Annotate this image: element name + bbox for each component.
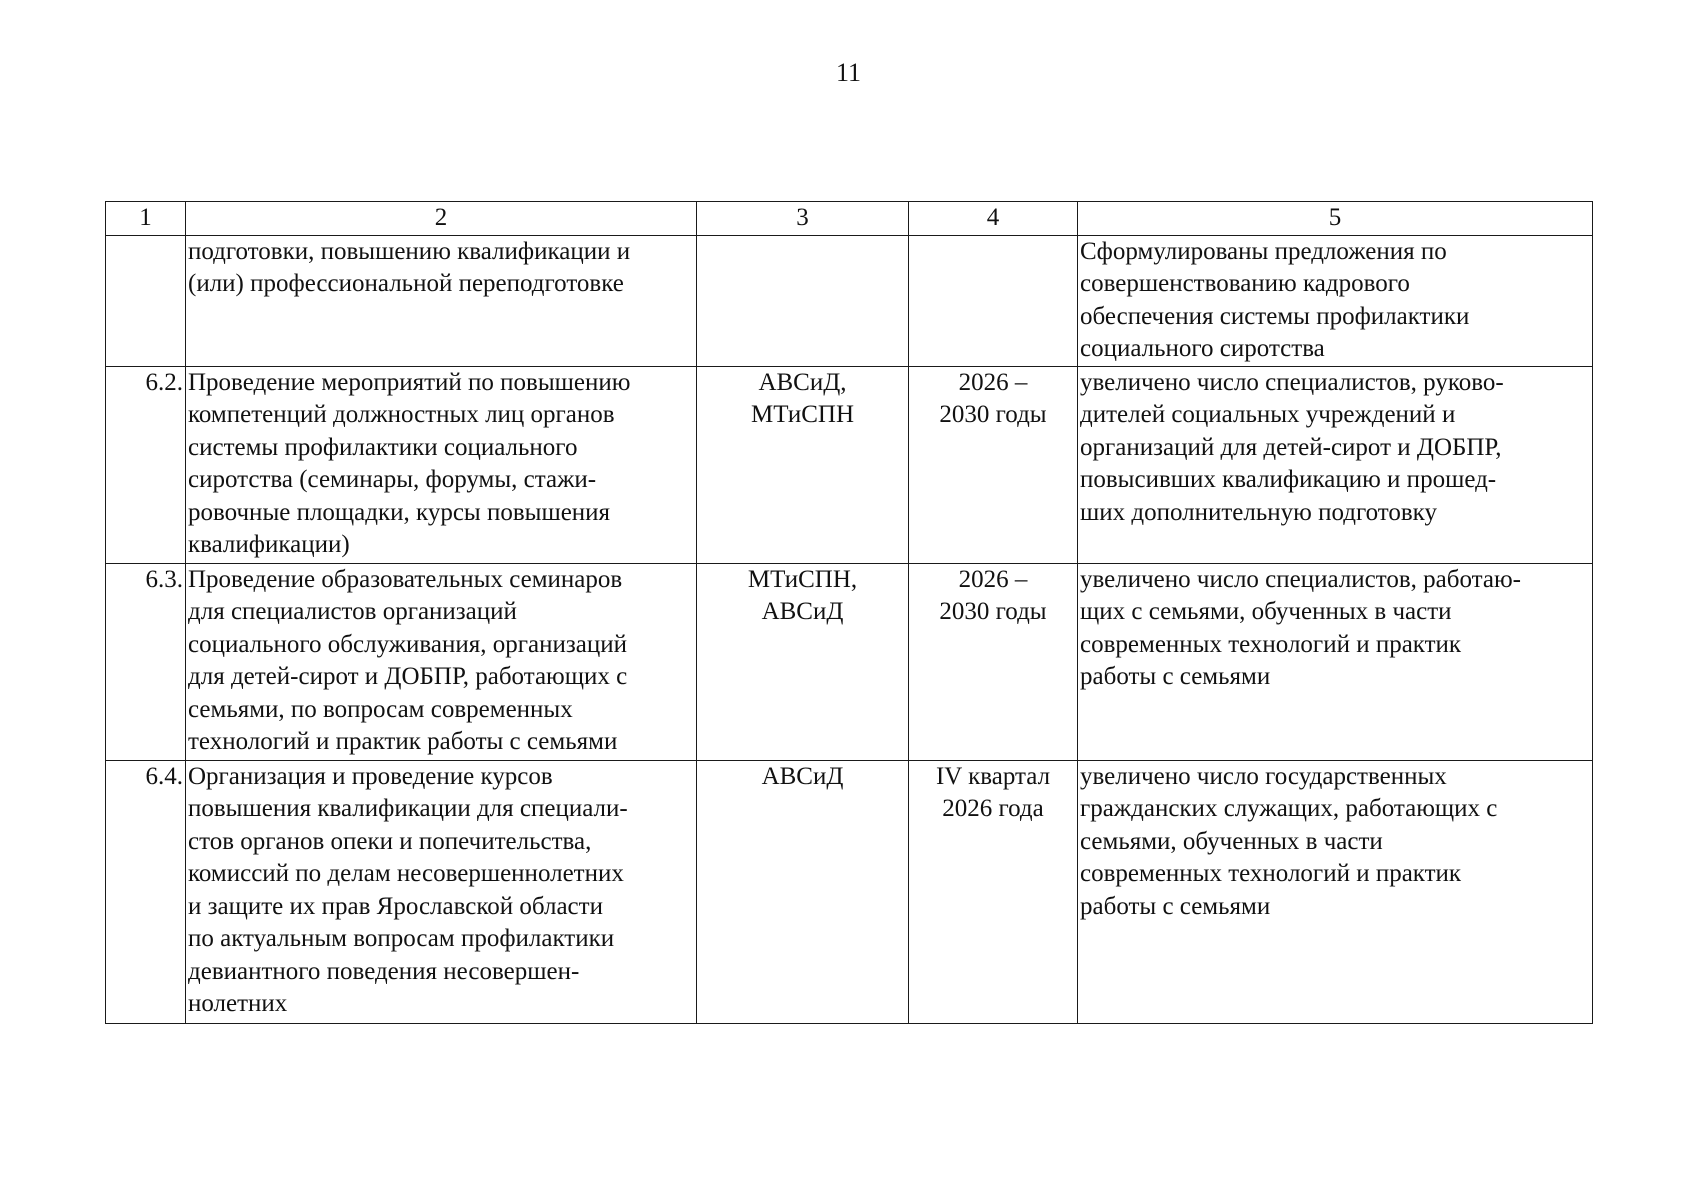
- row-period: [909, 235, 1078, 366]
- row-result: увеличено число специалистов, работаю- щих с семьями, обученных в части современных технологий и практик работы с семьями: [1078, 563, 1593, 760]
- row-event: Проведение мероприятий по повышению компетенций должностных лиц органов системы профилактики социального сиротства (семинары, форумы, стажи- ровочные площадки, курсы повышения квалификации): [186, 366, 697, 563]
- row-number: 6.2.: [106, 366, 186, 563]
- row-period: IV квартал 2026 года: [909, 760, 1078, 1023]
- row-event: Организация и проведение курсов повышения квалификации для специали- стов органов опеки и попечительства, комиссий по делам несовершеннолетних и защите их прав Ярославской области по актуальным вопросам профилактики девиантного поведения несовершен- нолетних: [186, 760, 697, 1023]
- row-period: 2026 – 2030 годы: [909, 366, 1078, 563]
- table-row: [106, 563, 1593, 760]
- table-row: [106, 760, 1593, 1023]
- row-executor: АВСиД, МТиСПН: [697, 366, 909, 563]
- column-header-result: 5: [1078, 202, 1593, 236]
- column-header-number: 1: [106, 202, 186, 236]
- row-number: 6.4.: [106, 760, 186, 1023]
- row-number: 6.3.: [106, 563, 186, 760]
- row-executor: [697, 235, 909, 366]
- row-number: [106, 235, 186, 366]
- row-period: 2026 – 2030 годы: [909, 563, 1078, 760]
- column-header-event: 2: [186, 202, 697, 236]
- row-executor: МТиСПН, АВСиД: [697, 563, 909, 760]
- table-row: [106, 366, 1593, 563]
- row-result: Сформулированы предложения по совершенствованию кадрового обеспечения системы профилактики социального сиротства: [1078, 235, 1593, 366]
- row-result: увеличено число государственных гражданских служащих, работающих с семьями, обученных в части современных технологий и практик работы с семьями: [1078, 760, 1593, 1023]
- row-event: подготовки, повышению квалификации и (или) профессиональной переподготовке: [186, 235, 697, 366]
- table-header-row: [106, 202, 1593, 236]
- row-event: Проведение образовательных семинаров для специалистов организаций социального обслуживания, организаций для детей-сирот и ДОБПР, работающих с семьями, по вопросам современных технологий и практик работы с семьями: [186, 563, 697, 760]
- column-header-executor: 3: [697, 202, 909, 236]
- column-header-period: 4: [909, 202, 1078, 236]
- activities-table: [105, 201, 1593, 1024]
- row-result: увеличено число специалистов, руково- дителей социальных учреждений и организаций для детей-сирот и ДОБПР, повысивших квалификацию и прошед- ших дополнительную подготовку: [1078, 366, 1593, 563]
- page-number: 11: [835, 58, 862, 87]
- row-executor: АВСиД: [697, 760, 909, 1023]
- table-row: [106, 235, 1593, 366]
